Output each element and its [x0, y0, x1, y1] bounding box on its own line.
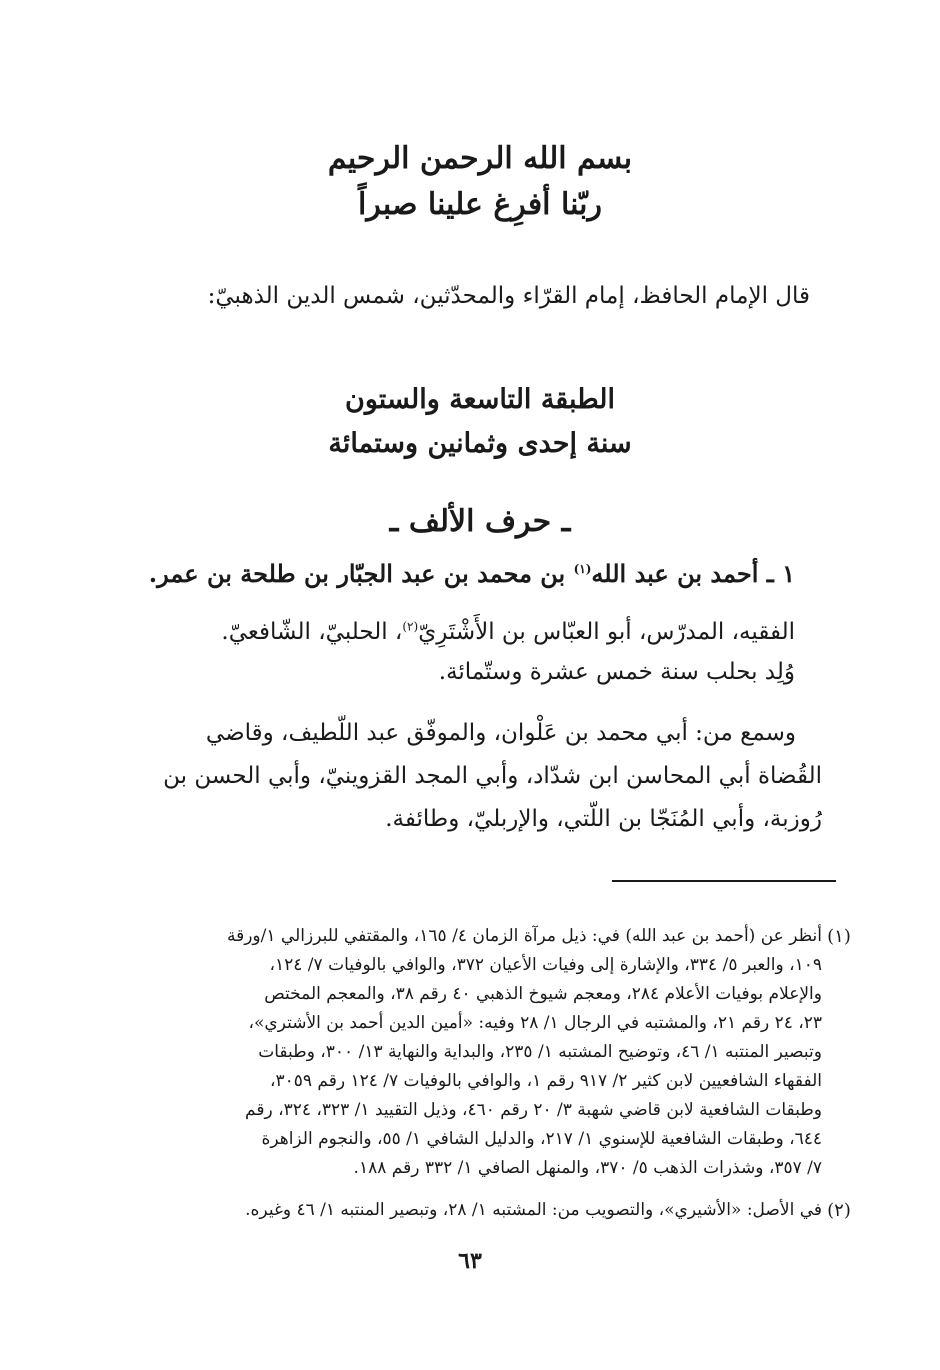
section-heading [120, 378, 840, 466]
letter-heading: ـ حرف الألف ـ [389, 504, 571, 539]
tabaqa-title: الطبقة التاسعة والستون [345, 384, 615, 415]
entry-heading [149, 556, 795, 592]
entry-titles-line [221, 614, 795, 650]
page-number: ٦٣ [458, 1248, 482, 1274]
footnote-ref-1[interactable]: (١) [573, 562, 592, 576]
footnote-ref-2[interactable]: (٢) [402, 619, 419, 634]
basmala-heading [120, 136, 840, 228]
footnote-1 [118, 922, 851, 1183]
footnote-line: ٦٤٤، وطبقات الشافعية للإسنوي ١/ ٢١٧، والدليل الشافي ١/ ٥٥، والنجوم الزاهرة [261, 1129, 822, 1149]
entry-teachers-paragraph [118, 712, 822, 841]
paragraph-line: وسمع من: أبي محمد بن عَلْوان، والموفّق عبد اللّطيف، وقاضي [205, 720, 796, 746]
year-title: سنة إحدى وثمانين وستمائة [328, 428, 632, 459]
paragraph-line: القُضاة أبي المحاسن ابن شدّاد، وأبي المجد القزوينيّ، وأبي الحسن بن [163, 763, 822, 789]
entry-heading-part-a: ١ ـ أحمد بن عبد الله [591, 559, 795, 588]
dua-line: ربّنا أفرِغ علينا صبراً [358, 187, 602, 222]
footnote-divider [612, 880, 836, 882]
footnote-line: ١٠٩، والعبر ٥/ ٣٣٤، والإشارة إلى وفيات الأعيان ٣٧٢، والوافي بالوفيات ٧/ ١٢٤، [269, 955, 822, 975]
paragraph-line: رُوزبة، وأبي المُنَجّا بن اللّتي، والإربليّ، وطائفة. [385, 806, 822, 832]
footnote-line: والإعلام بوفيات الأعلام ٢٨٤، ومعجم شيوخ الذهبي ٤٠ رقم ٣٨، والمعجم المختص [264, 984, 822, 1004]
intro-line: قال الإمام الحافظ، إمام القرّاء والمحدّثين، شمس الدين الذهبيّ: [207, 283, 810, 309]
footnote-2 [118, 1196, 851, 1225]
entry-titles-part-a: الفقيه، المدرّس، أبو العبّاس بن الأَشْتَرِيّ [418, 619, 795, 645]
footnote-number: (٢) [827, 1200, 851, 1221]
basmala-line: بسم الله الرحمن الرحيم [327, 141, 633, 176]
footnote-number: (١) [827, 926, 851, 947]
entry-titles-part-b: ، الحلبيّ، الشّافعيّ. [221, 619, 403, 645]
footnote-line: الفقهاء الشافعيين لابن كثير ٢/ ٩١٧ رقم ١، والوافي بالوفيات ٧/ ١٢٤ رقم ٣٠٥٩، [269, 1071, 822, 1091]
footnote-line: ٧/ ٣٥٧، وشذرات الذهب ٥/ ٣٧٠، والمنهل الصافي ١/ ٣٣٢ رقم ١٨٨. [353, 1158, 822, 1178]
footnote-line: وتبصير المنتبه ١/ ٤٦، وتوضيح المشتبه ١/ ٢٣٥، والبداية والنهاية ١٣/ ٣٠٠، وطبقات [258, 1042, 822, 1062]
footnote-line: أنظر عن (أحمد بن عبد الله) في: ذيل مرآة الزمان ٤/ ١٦٥، والمقتفي للبرزالي ١/ورقة [226, 926, 822, 946]
footnote-line: في الأصل: «الأشيري»، والتصويب من: المشتبه ١/ ٢٨، وتبصير المنتبه ١/ ٤٦ وغيره. [245, 1200, 822, 1220]
entry-birth-line: وُلِد بحلب سنة خمس عشرة وستّمائة. [438, 659, 795, 685]
footnote-line: وطبقات الشافعية لابن قاضي شهبة ٣/ ٢٠ رقم ٤٦٠، وذيل التقييد ١/ ٣٢٣، ٣٢٤، رقم [245, 1100, 822, 1120]
footnote-line: ٢٣، ٢٤ رقم ٢١، والمشتبه في الرجال ١/ ٢٨ وفيه: «أمين الدين أحمد بن الأشتري»، [248, 1013, 822, 1033]
entry-heading-part-b: بن محمد بن عبد الجبّار بن طلحة بن عمر. [148, 559, 574, 588]
